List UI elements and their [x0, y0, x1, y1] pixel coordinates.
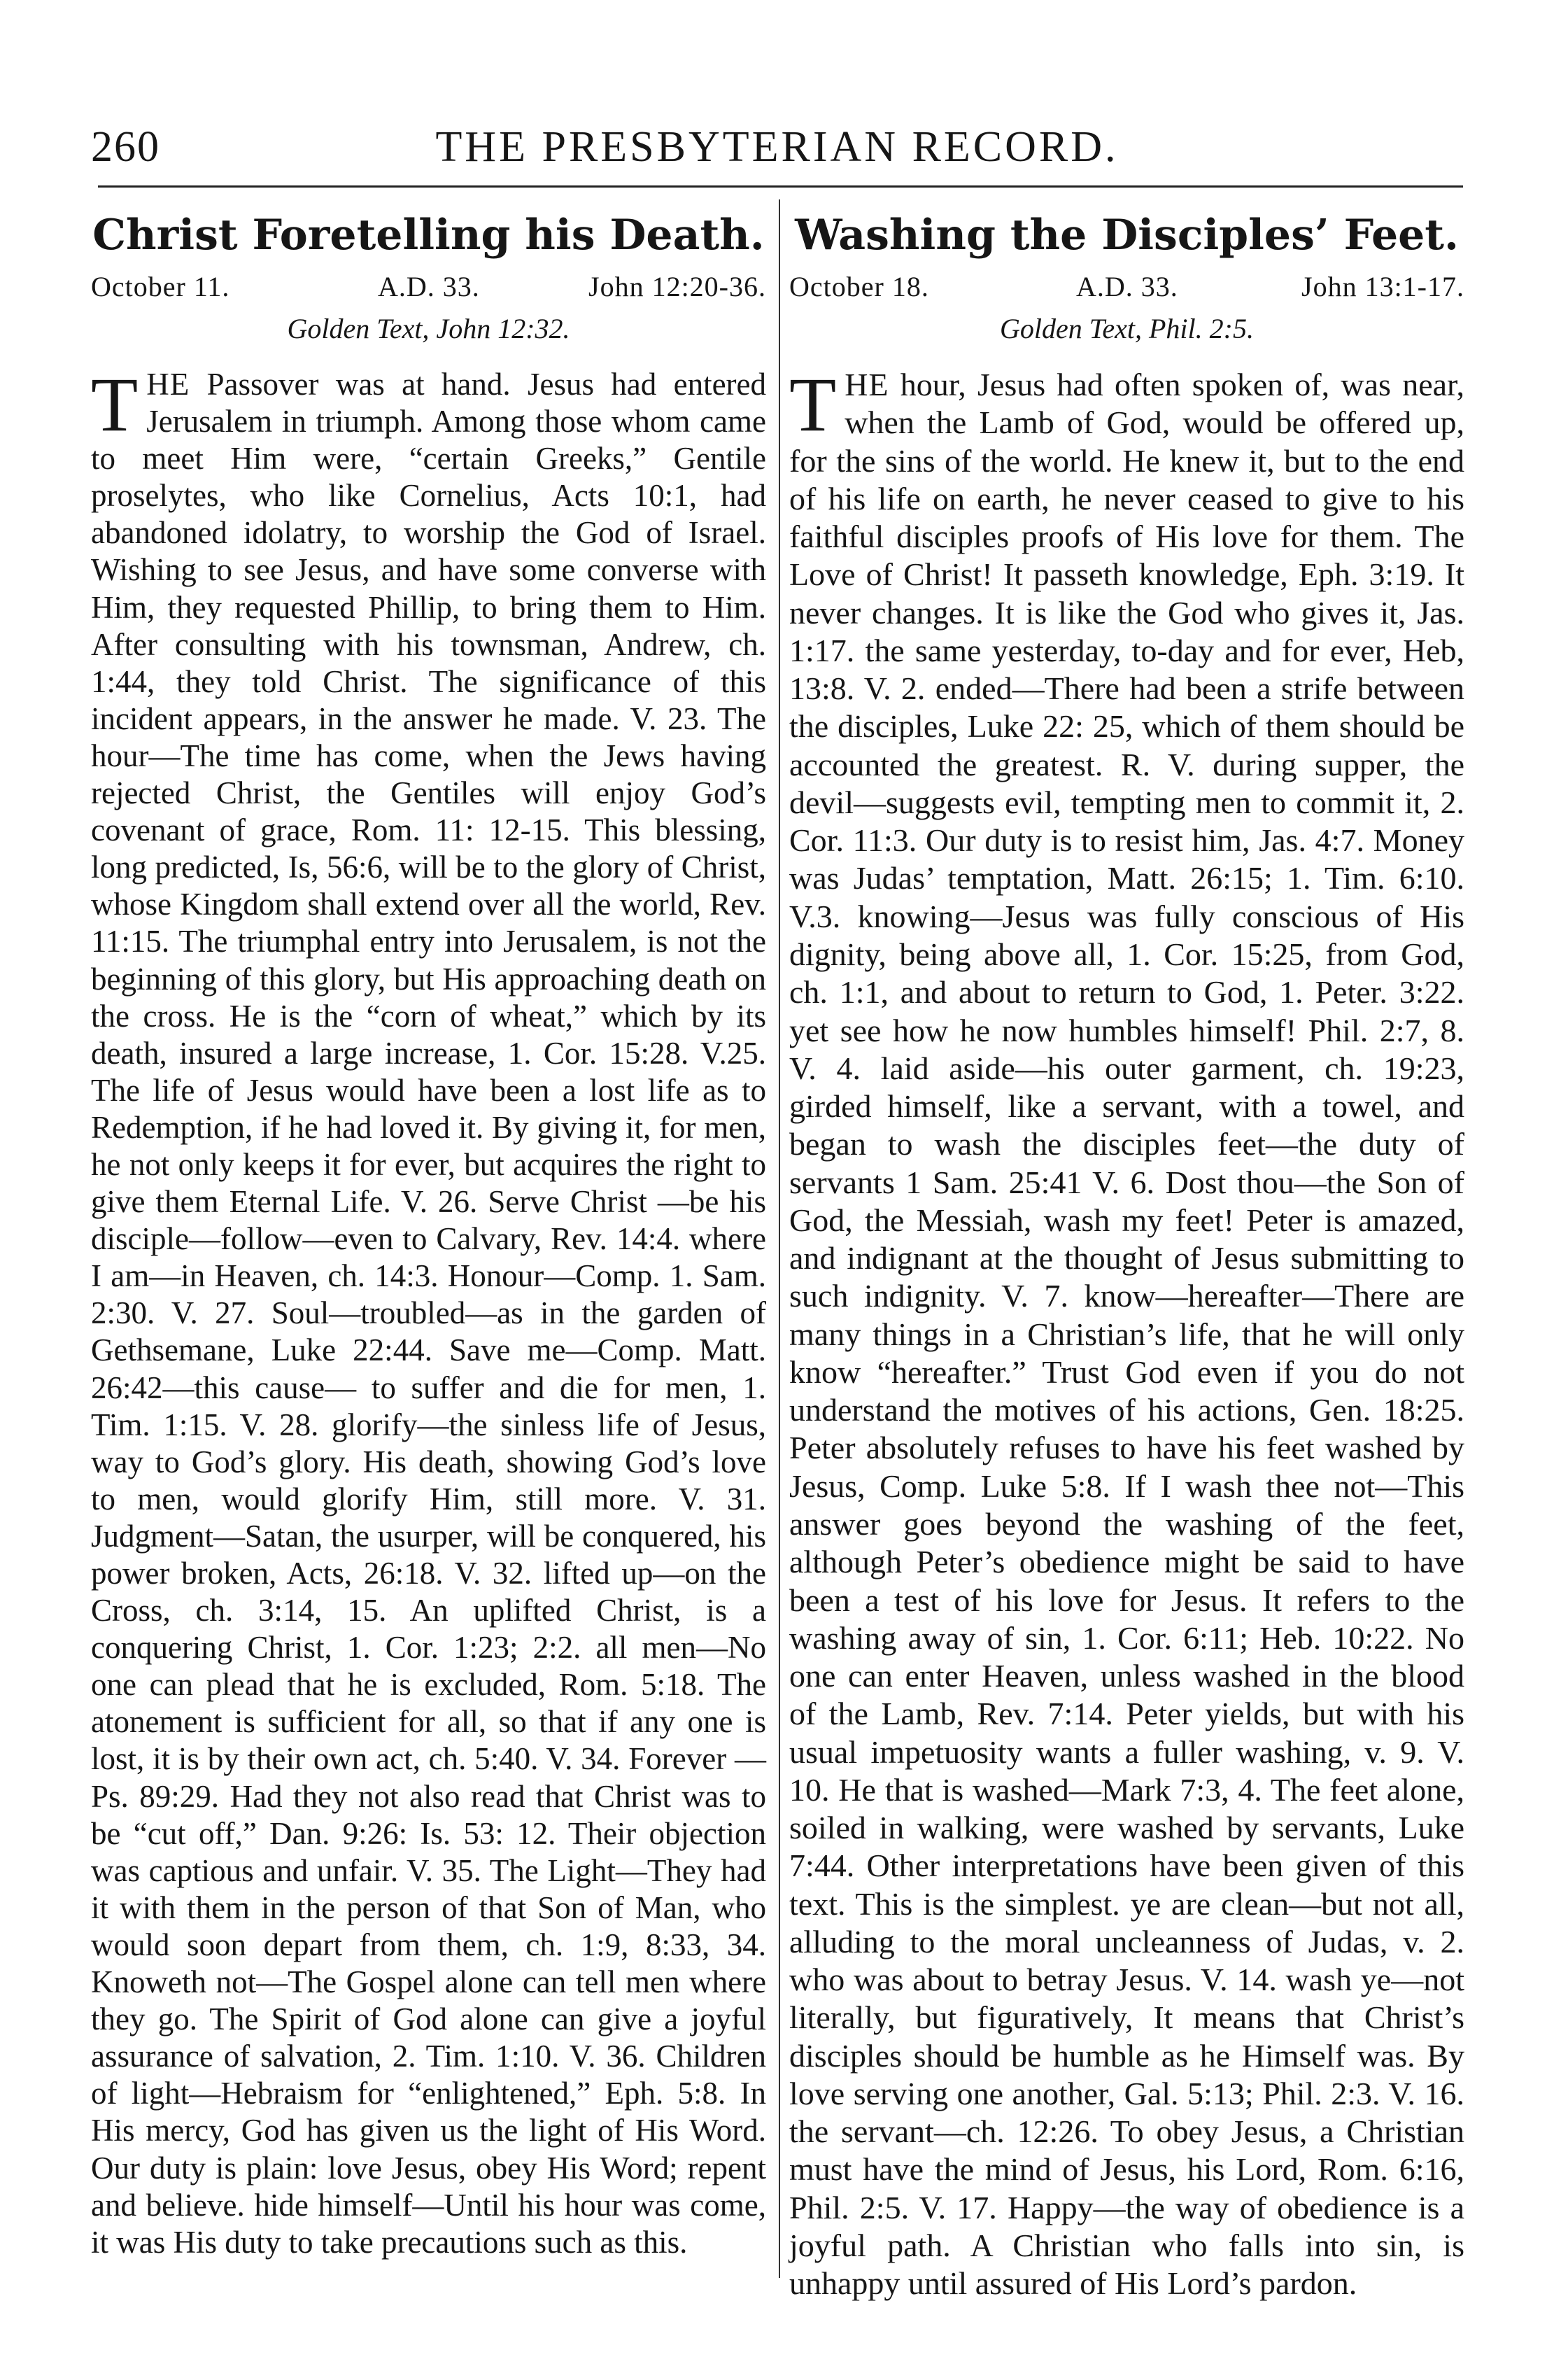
- journal-title: THE PRESBYTERIAN RECORD.: [435, 123, 1119, 171]
- header-rule: [98, 185, 1463, 188]
- lesson-body-text: Passover was at hand. Jesus had entered Jerusalem in triumph. Among those whom came to meet Him were, “certain Greeks,” Gentile proselytes, who like Cornelius, Acts 10:1, had abandoned idolatry, to worship the God of Israel. Wishing to see Jesus, and have some converse with Him, they requested Phillip, to bring them to Him. After consulting with his townsman, Andrew, ch. 1:44, they told Christ. The significance of this incident appears, in the answer he made. V. 23. The hour—The time has come, when the Jews having rejected Christ, the Gentiles will enjoy God’s covenant of grace, Rom. 11: 12-15. This blessing, long predicted, Is, 56:6, will be to the glory of Christ, whose Kingdom shall extend over all the world, Rev. 11:15. The triumphal entry into Jerusalem, is not the beginning of this glory, but His approaching death on the cross. He is the “corn of wheat,” which by its death, insured a large increase, 1. Cor. 15:28. V.25. The life of Jesus would have been a lost life as to Redemption, if he had loved it. By giving it, for men, he not only keeps it for ever, but acquires the right to give them Eternal Life. V. 26. Serve Christ —be his disciple—follow—even to Calvary, Rev. 14:4. where I am—in Heaven, ch. 14:3. Honour—Comp. 1. Sam. 2:30. V. 27. Soul—troubled—as in the garden of Gethsemane, Luke 22:44. Save me—Comp. Matt. 26:42—this cause— to suffer and die for men, 1. Tim. 1:15. V. 28. glorify—the sinless life of Jesus, way to God’s glory. His death, showing God’s love to men, would glorify Him, still more. V. 31. Judgment—Satan, the usurper, will be conquered, his power broken, Acts, 26:18. V. 32. lifted up—on the Cross, ch. 3:14, 15. An uplifted Christ, is a conquering Christ, 1. Cor. 1:23; 2:2. all men—No one can plead that he is excluded, Rom. 5:18. The atonement is sufficient for all, so that if any one is lost, it is by their own act, ch. 5:40. V. 34. Forever —Ps. 89:29. Had they not also read that Christ was to be “cut off,” Dan. 9:26: Is. 53: 12. Their objection was captious and unfair. V. 35. The Light—They had it with them in the person of that Son of Man, who would soon depart from them, ch. 1:9, 8:33, 34. Knoweth not—The Gospel alone can tell men where they go. The Spirit of God alone can give a joyful assurance of salvation, 2. Tim. 1:10. V. 36. Children of light—Hebraism for “enlightened,” Eph. 5:8. In His mercy, God has given us the light of His Word. Our duty is plain: love Jesus, obey His Word; repent and believe. hide himself—Until his hour was come, it was His duty to take precautions such as this.: [91, 367, 767, 2260]
- page-number: 260: [91, 123, 160, 171]
- running-head: [91, 122, 1463, 185]
- lesson-title: Washing the Disciples’ Feet.: [795, 211, 1459, 260]
- lesson-meta: [91, 270, 766, 312]
- lesson-date: October 11.: [91, 271, 230, 302]
- scripture-reference: John 13:1-17.: [1301, 271, 1464, 302]
- lesson-title: Christ Foretelling his Death.: [92, 211, 765, 260]
- lesson-year: A.D. 33.: [378, 271, 480, 302]
- lead-word: HE: [146, 367, 190, 402]
- lead-word: HE: [845, 367, 889, 402]
- lesson-date: October 18.: [789, 271, 929, 302]
- lesson-right: [789, 210, 1464, 2303]
- drop-cap: T: [789, 362, 837, 447]
- lesson-body-text: hour, Jesus had often spoken of, was near, when the Lamb of God, would be offered up, for the sins of the world. He knew it, but to the end of his life on earth, he never ceased to give to his faithful disciples proofs of His love for them. The Love of Christ! It passeth knowledge, Eph. 3:19. It never changes. It is like the God who gives it, Jas. 1:17. the same yesterday, to-day and for ever, Heb, 13:8. V. 2. ended—There had been a strife between the disciples, Luke 22: 25, which of them should be accounted the greatest. R. V. during supper, the devil—suggests evil, tempting men to commit it, 2. Cor. 11:3. Our duty is to resist him, Jas. 4:7. Money was Judas’ temptation, Matt. 26:15; 1. Tim. 6:10. V.3. knowing—Jesus was fully conscious of His dignity, being above all, 1. Cor. 15:25, from God, ch. 1:1, and about to return to God, 1. Peter. 3:22. yet see how he now humbles himself! Phil. 2:7, 8. V. 4. laid aside—his outer garment, ch. 19:23, girded himself, like a servant, with a towel, and began to wash the disciples feet—the duty of servants 1 Sam. 25:41 V. 6. Dost thou—the Son of God, the Messiah, wash my feet! Peter is amazed, and indignant at the thought of Jesus submitting to such indignity. V. 7. know—hereafter—There are many things in a Christian’s life, that he will only know “hereafter.” Trust God even if you do not understand the motives of his actions, Gen. 18:25. Peter absolutely refuses to have his feet washed by Jesus, Comp. Luke 5:8. If I wash thee not—This answer goes beyond the washing of the feet, although Peter’s obedience might be said to have been a test of his love for Jesus. It refers to the washing away of sin, 1. Cor. 6:11; Heb. 10:22. No one can enter Heaven, unless washed in the blood of the Lamb, Rev. 7:14. Peter yields, but with his usual impetuosity wants a fuller washing, v. 9. V. 10. He that is washed—Mark 7:3, 4. The feet alone, soiled in walking, were washed by servants, Luke 7:44. Other interpretations have been given of this text. This is the simplest. ye are clean—but not all, alluding to the moral uncleanness of Judas, v. 2. who was about to betray Jesus. V. 14. wash ye—not literally, but figuratively, It means that Christ’s disciples should be humble as he Himself was. By love serving one another, Gal. 5:13; Phil. 2:3. V. 16. the servant—ch. 12:26. To obey Jesus, a Christian must have the mind of Jesus, his Lord, Rom. 6:16, Phil. 2:5. V. 17. Happy—the way of obedience is a joyful path. A Christian who falls into sin, is unhappy until assured of His Lord’s pardon.: [789, 367, 1465, 2302]
- lesson-body: [91, 362, 767, 2261]
- scripture-reference: John 12:20-36.: [588, 271, 766, 302]
- golden-text: Golden Text, Phil. 2:5.: [1000, 313, 1254, 344]
- golden-text: Golden Text, John 12:32.: [287, 313, 570, 344]
- drop-cap: T: [91, 362, 139, 447]
- lesson-left: [91, 210, 766, 2261]
- column-divider: [779, 199, 780, 2278]
- lesson-body: [789, 362, 1465, 2303]
- lesson-meta: [789, 270, 1464, 312]
- lesson-year: A.D. 33.: [1076, 271, 1178, 302]
